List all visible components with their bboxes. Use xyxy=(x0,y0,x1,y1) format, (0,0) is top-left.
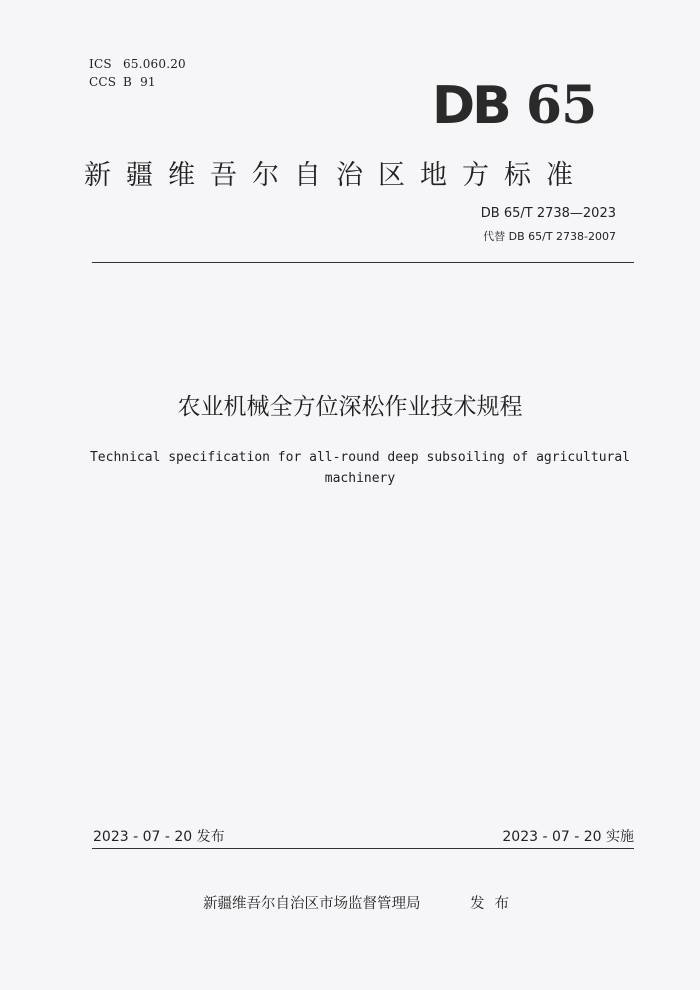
ccs-code xyxy=(89,75,156,89)
ics-label: ICS xyxy=(89,57,112,71)
ccs-label: CCS xyxy=(89,75,117,89)
db-logo-prefix: DB xyxy=(432,76,509,136)
english-title xyxy=(80,447,640,489)
ics-value: 65.060.20 xyxy=(123,57,186,71)
english-title-line1: Technical specification for all-round deep subsoiling of agricultural xyxy=(89,450,631,465)
implement-date: 2023 - 07 - 20 实施 xyxy=(502,829,634,845)
standard-replaces: 代替 DB 65/T 2738-2007 xyxy=(483,230,616,243)
ics-code xyxy=(89,57,186,71)
db-logo xyxy=(432,75,597,136)
standard-category-title: 新疆维吾尔自治区地方标准 xyxy=(84,160,588,191)
issuer-name: 新疆维吾尔自治区市场监督管理局 xyxy=(203,896,421,912)
footer-divider xyxy=(92,848,634,849)
issuer-action: 发布 xyxy=(470,896,519,912)
publish-date: 2023 - 07 - 20 发布 xyxy=(93,829,225,845)
ccs-value: B 91 xyxy=(123,75,156,89)
english-title-line2: machinery xyxy=(324,471,396,486)
header-divider xyxy=(92,262,634,263)
chinese-title: 农业机械全方位深松作业技术规程 xyxy=(177,394,523,420)
db-logo-number: 65 xyxy=(525,75,597,136)
standard-number: DB 65/T 2738—2023 xyxy=(480,206,616,221)
